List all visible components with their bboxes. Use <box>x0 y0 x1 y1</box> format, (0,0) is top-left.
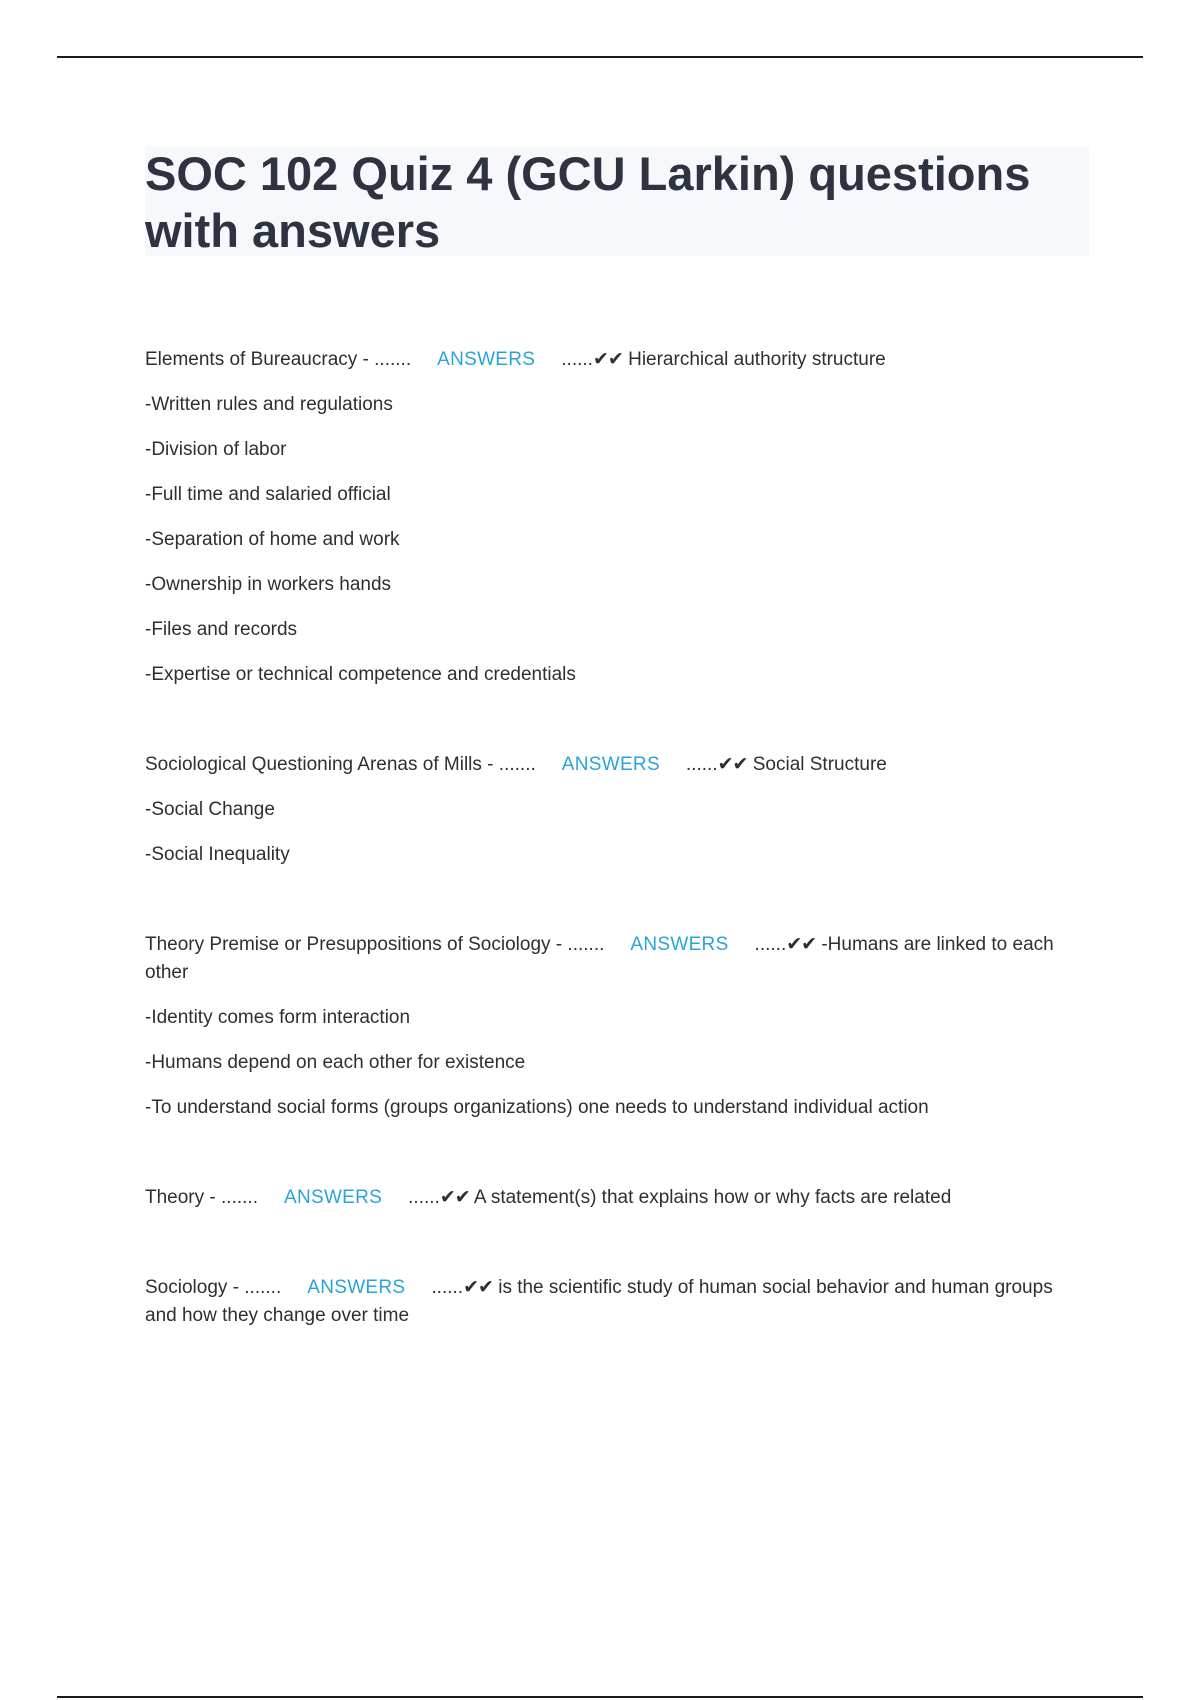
trail-dots: ...... <box>561 349 593 370</box>
checkmark-icon: ✔✔ <box>717 754 748 775</box>
answer-line: -Full time and salaried official <box>145 484 391 505</box>
checkmark-icon: ✔✔ <box>592 349 623 370</box>
qa-question-line <box>145 931 1065 987</box>
answer-line: -Expertise or technical competence and credentials <box>145 664 576 685</box>
answers-label: ANSWERS <box>437 349 536 370</box>
lead-dots: ....... <box>221 1187 258 1208</box>
answers-label: ANSWERS <box>630 934 729 955</box>
qa-answer: is the scientific study of human social behavior and human groups and how they change over time <box>145 1277 1053 1326</box>
answer-line: -Humans depend on each other for existence <box>145 1052 526 1073</box>
trail-dots: ...... <box>408 1187 440 1208</box>
answer-line: -Social Change <box>145 799 275 820</box>
qa-item <box>145 751 1065 869</box>
answers-label: ANSWERS <box>307 1277 406 1298</box>
qa-question-line <box>145 1274 1065 1330</box>
answer-line: -Files and records <box>145 619 298 640</box>
qa-item <box>145 1274 1065 1330</box>
lead-dots: ....... <box>374 349 412 370</box>
qa-question-line <box>145 1184 1065 1212</box>
top-rule <box>57 56 1143 58</box>
qa-answer: -Humans are linked to each other <box>145 934 1054 983</box>
trail-dots: ...... <box>754 934 787 955</box>
bottom-rule <box>57 1696 1143 1698</box>
answer-line: -Identity comes form interaction <box>145 1007 411 1028</box>
answer-line: -Written rules and regulations <box>145 394 393 415</box>
lead-dots: ....... <box>498 754 536 775</box>
qa-question-line <box>145 751 1065 779</box>
qa-term: Sociological Questioning Arenas of Mills - <box>145 754 499 775</box>
lead-dots: ....... <box>244 1277 282 1298</box>
qa-term: Theory Premise or Presuppositions of Sociology - <box>145 934 568 955</box>
answer-line: -Division of labor <box>145 439 287 460</box>
answer-line: -Ownership in workers hands <box>145 574 392 595</box>
qa-answer: Hierarchical authority structure <box>622 349 886 370</box>
qa-answer: Social Structure <box>747 754 887 775</box>
qa-question-line <box>145 346 1065 374</box>
trail-dots: ...... <box>685 754 718 775</box>
qa-term: Theory - <box>145 1187 222 1208</box>
answer-line: -Social Inequality <box>145 844 290 865</box>
qa-term: Elements of Bureaucracy - <box>145 349 375 370</box>
qa-answer: A statement(s) that explains how or why facts are related <box>469 1187 952 1208</box>
document-title: SOC 102 Quiz 4 (GCU Larkin) questions with answers <box>145 147 1031 257</box>
answers-label: ANSWERS <box>283 1187 383 1208</box>
lead-dots: ....... <box>567 934 605 955</box>
checkmark-icon: ✔✔ <box>786 934 817 955</box>
title-block <box>145 146 1089 256</box>
checkmark-icon: ✔✔ <box>439 1187 470 1208</box>
answer-line: -Separation of home and work <box>145 529 400 550</box>
qa-term: Sociology - <box>145 1277 245 1298</box>
qa-item <box>145 346 1065 689</box>
checkmark-icon: ✔✔ <box>463 1277 493 1298</box>
qa-item <box>145 931 1065 1122</box>
qa-item <box>145 1184 1065 1212</box>
trail-dots: ...... <box>431 1277 464 1298</box>
qa-content <box>145 346 1065 1392</box>
answers-label: ANSWERS <box>561 754 660 775</box>
answer-line: -To understand social forms (groups organizations) one needs to understand individual action <box>145 1097 929 1118</box>
